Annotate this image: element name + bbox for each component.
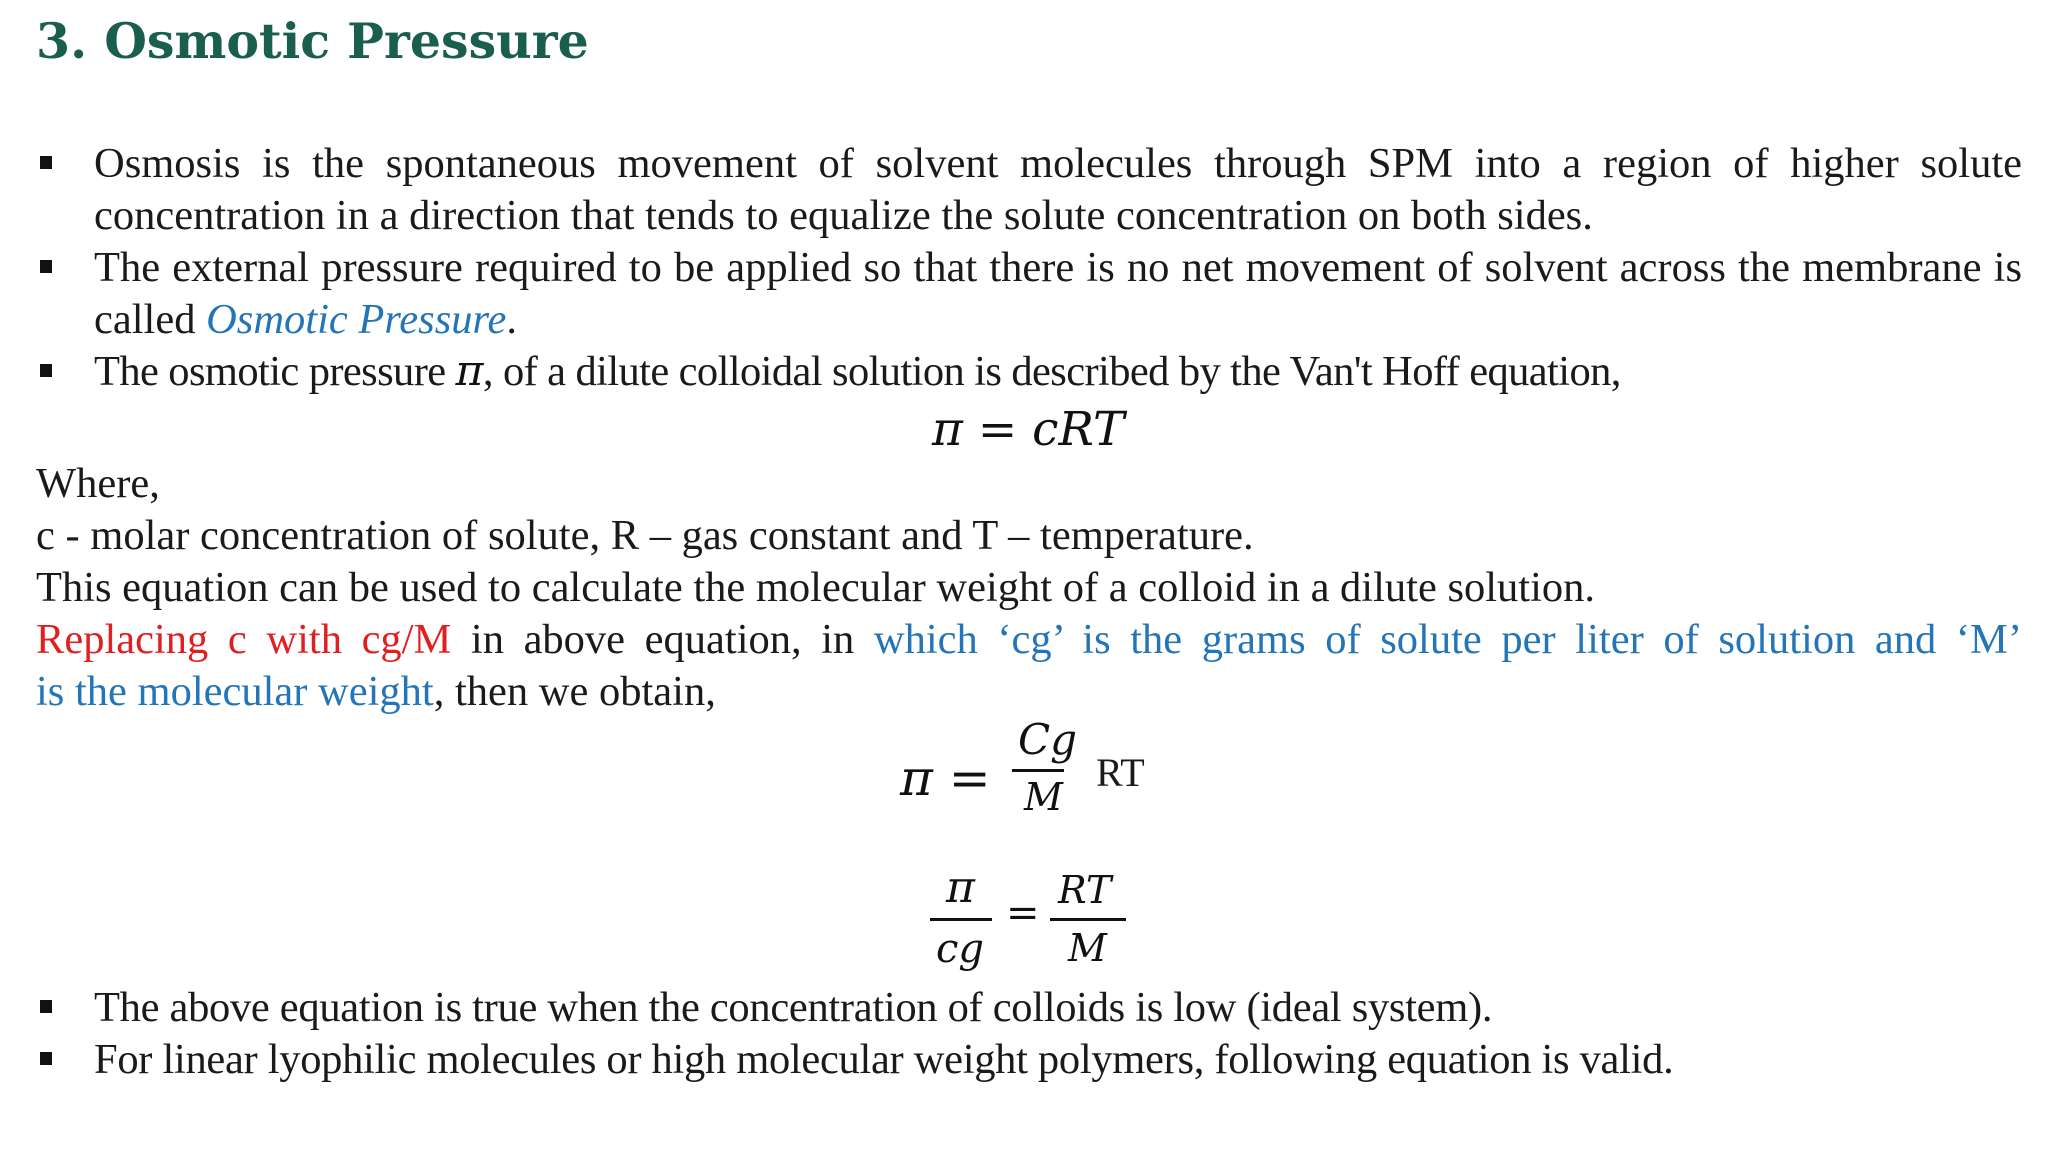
replacing-blue-text-2: is the molecular weight [36, 668, 434, 715]
bullet-text-before: The osmotic pressure [94, 348, 456, 395]
rhs-denominator: M [1068, 926, 1107, 970]
replacing-line-2 [36, 666, 716, 718]
square-bullet-icon [40, 1000, 52, 1013]
square-bullet-icon [40, 364, 52, 377]
equals-sign: = [1006, 890, 1040, 936]
fraction-denominator: M [1024, 775, 1063, 819]
replacing-red-text: Replacing c with cg/M [36, 616, 452, 663]
where-heading: Where, [36, 460, 160, 507]
bullet-item-lyophilic-polymers [36, 1034, 2022, 1086]
pi-symbol: π [455, 347, 483, 396]
bullet-text-after: . [506, 296, 517, 343]
square-bullet-icon [40, 260, 52, 273]
where-usage: This equation can be used to calculate the molecular weight of a colloid in a dilute solution. [36, 564, 1596, 611]
rhs-fraction-bar [1050, 918, 1126, 921]
square-bullet-icon [40, 1052, 52, 1065]
bullet-text [94, 242, 2022, 346]
bullet-text: Osmosis is the spontaneous movement of solvent molecules through SPM into a region of higher solute concentration in a direction that tends to equalize the solute concentration on both sides. [94, 140, 2022, 239]
replacing-blue-text-1: which ‘cg’ is the grams of solute per liter of solution and ‘M’ [873, 616, 2023, 663]
vant-hoff-equation: π = cRT [932, 402, 1125, 457]
bullet-text: For linear lyophilic molecules or high molecular weight polymers, following equation is valid. [94, 1036, 1674, 1083]
replacing-middle-text: in above equation, in [451, 616, 874, 663]
replacing-end-text: , then we obtain, [433, 668, 716, 715]
replacing-line-1 [36, 614, 2022, 666]
bullet-item-osmotic-pressure-definition [36, 242, 2022, 346]
lhs-numerator: π [946, 862, 975, 913]
lhs-denominator: cg [936, 926, 985, 972]
lhs-fraction-bar [930, 918, 992, 921]
square-bullet-icon [40, 156, 52, 169]
rhs-numerator: RT [1058, 868, 1112, 912]
bullet-text: The above equation is true when the concentration of colloids is low (ideal system). [94, 984, 1493, 1031]
osmotic-pressure-term: Osmotic Pressure [206, 296, 507, 343]
where-definitions: c - molar concentration of solute, R – gas constant and T – temperature. [36, 512, 1254, 559]
equation-suffix: RT [1096, 750, 1145, 795]
bullet-text-before: The external pressure required to be applied so that there is no net movement of solvent across the membrane is called [94, 244, 2022, 343]
rearranged-equation [930, 862, 1170, 982]
equation-lhs: π = [900, 749, 991, 807]
molecular-weight-equation [900, 715, 1160, 835]
fraction-numerator: Cg [1018, 715, 1078, 764]
bullet-item-ideal-system [36, 982, 2022, 1034]
page-title: 3. Osmotic Pressure [36, 12, 589, 70]
fraction-bar [1012, 769, 1064, 772]
bullet-item-osmosis-definition [36, 138, 2022, 242]
bullet-text-after: , of a dilute colloidal solution is described by the Van't Hoff equation, [482, 348, 1621, 395]
bullet-item-vant-hoff [36, 346, 2022, 398]
bullet-text [94, 346, 2022, 398]
